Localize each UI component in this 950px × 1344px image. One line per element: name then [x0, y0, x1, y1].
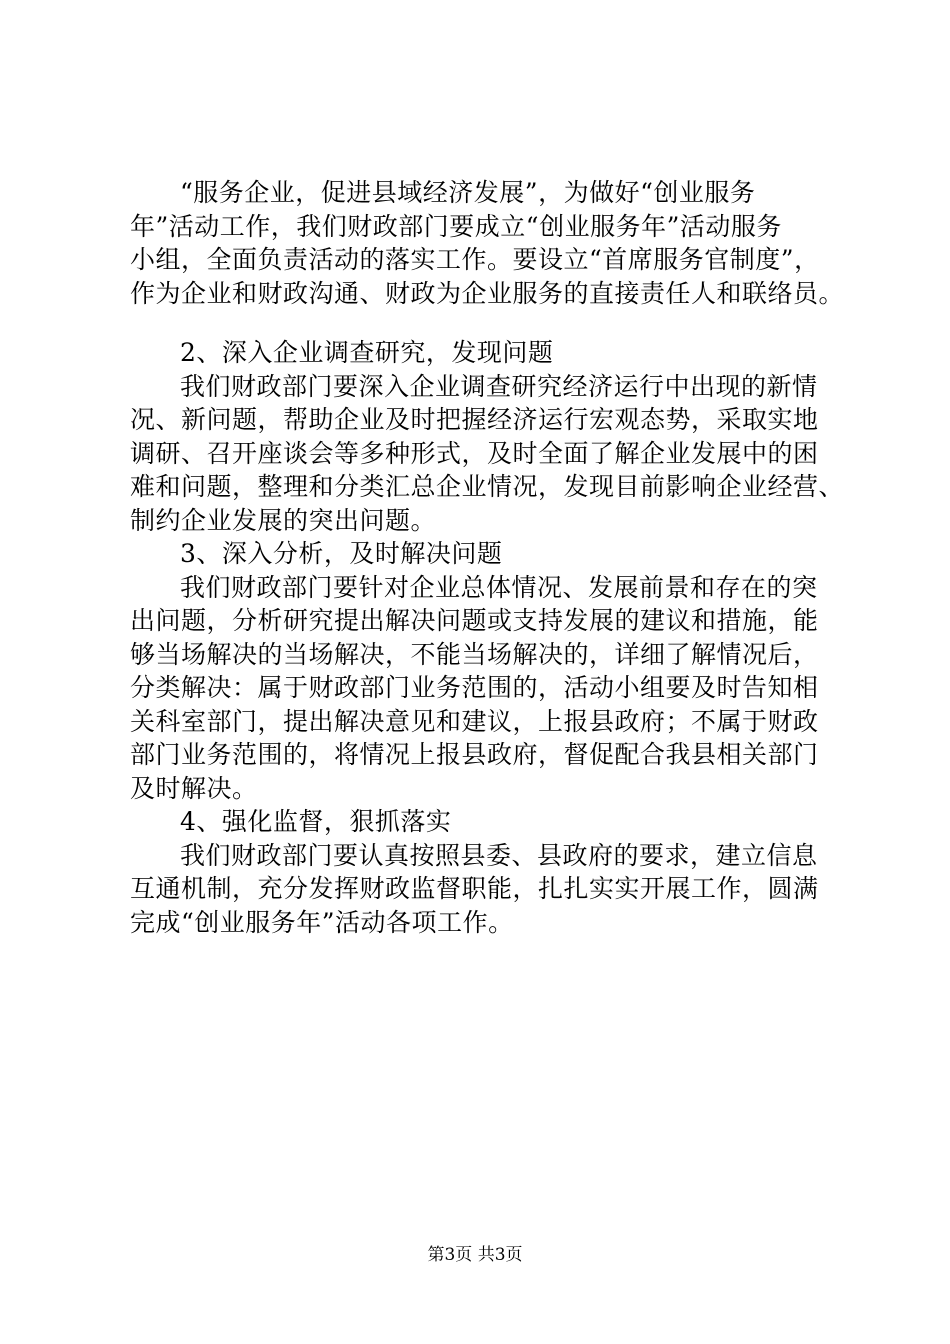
paragraph-line: 关科室部门，提出解决意见和建议，上报县政府；不属于财政 [130, 706, 819, 736]
document-body [130, 176, 860, 939]
paragraph-line: 小组，全面负责活动的落实工作。要设立“首席服务官制度”， [130, 245, 820, 274]
paragraph-line: 部门业务范围的，将情况上报县政府，督促配合我县相关部门 [130, 740, 819, 769]
paragraph-line: 我们财政部门要针对企业总体情况、发展前景和存在的突 [180, 572, 818, 602]
paragraph-line: 及时解决。 [130, 773, 258, 803]
paragraph-line: 我们财政部门要认真按照县委、县政府的要求，建立信息 [180, 840, 818, 870]
paragraph-line: “服务企业，促进县域经济发展”，为做好“创业服务 [180, 178, 756, 207]
intro-paragraph [130, 176, 860, 310]
section-2 [130, 336, 860, 537]
paragraph-line: 年”活动工作，我们财政部门要成立“创业服务年”活动服务 [130, 211, 782, 241]
section-heading: 4、强化监督，狠抓落实 [180, 807, 452, 836]
paragraph-line: 我们财政部门要深入企业调查研究经济运行中出现的新情 [180, 371, 818, 401]
paragraph-line: 分类解决：属于财政部门业务范围的，活动小组要及时告知相 [130, 673, 819, 702]
section-heading: 3、深入分析，及时解决问题 [180, 539, 503, 568]
paragraph-line: 互通机制，充分发挥财政监督职能，扎扎实实开展工作，圆满 [130, 874, 819, 903]
section-heading: 2、深入企业调查研究，发现问题 [180, 338, 554, 367]
paragraph-line: 况、新问题，帮助企业及时把握经济运行宏观态势，采取实地 [130, 405, 819, 434]
paragraph-line: 够当场解决的当场解决，不能当场解决的，详细了解情况后， [130, 639, 819, 669]
section-4 [130, 805, 860, 939]
paragraph-line: 制约企业发展的突出问题。 [130, 505, 437, 535]
section-3 [130, 537, 860, 805]
paragraph-line: 难和问题，整理和分类汇总企业情况，发现目前影响企业经营、 [130, 472, 845, 501]
paragraph-line: 作为企业和财政沟通、财政为企业服务的直接责任人和联络员。 [130, 278, 845, 308]
paragraph-line: 完成“创业服务年”活动各项工作。 [130, 907, 514, 937]
page-number-footer: 第3页 共3页 [427, 1245, 523, 1265]
paragraph-line: 调研、召开座谈会等多种形式，及时全面了解企业发展中的困 [130, 438, 819, 468]
paragraph-gap [130, 310, 860, 336]
paragraph-line: 出问题，分析研究提出解决问题或支持发展的建议和措施，能 [130, 606, 819, 635]
